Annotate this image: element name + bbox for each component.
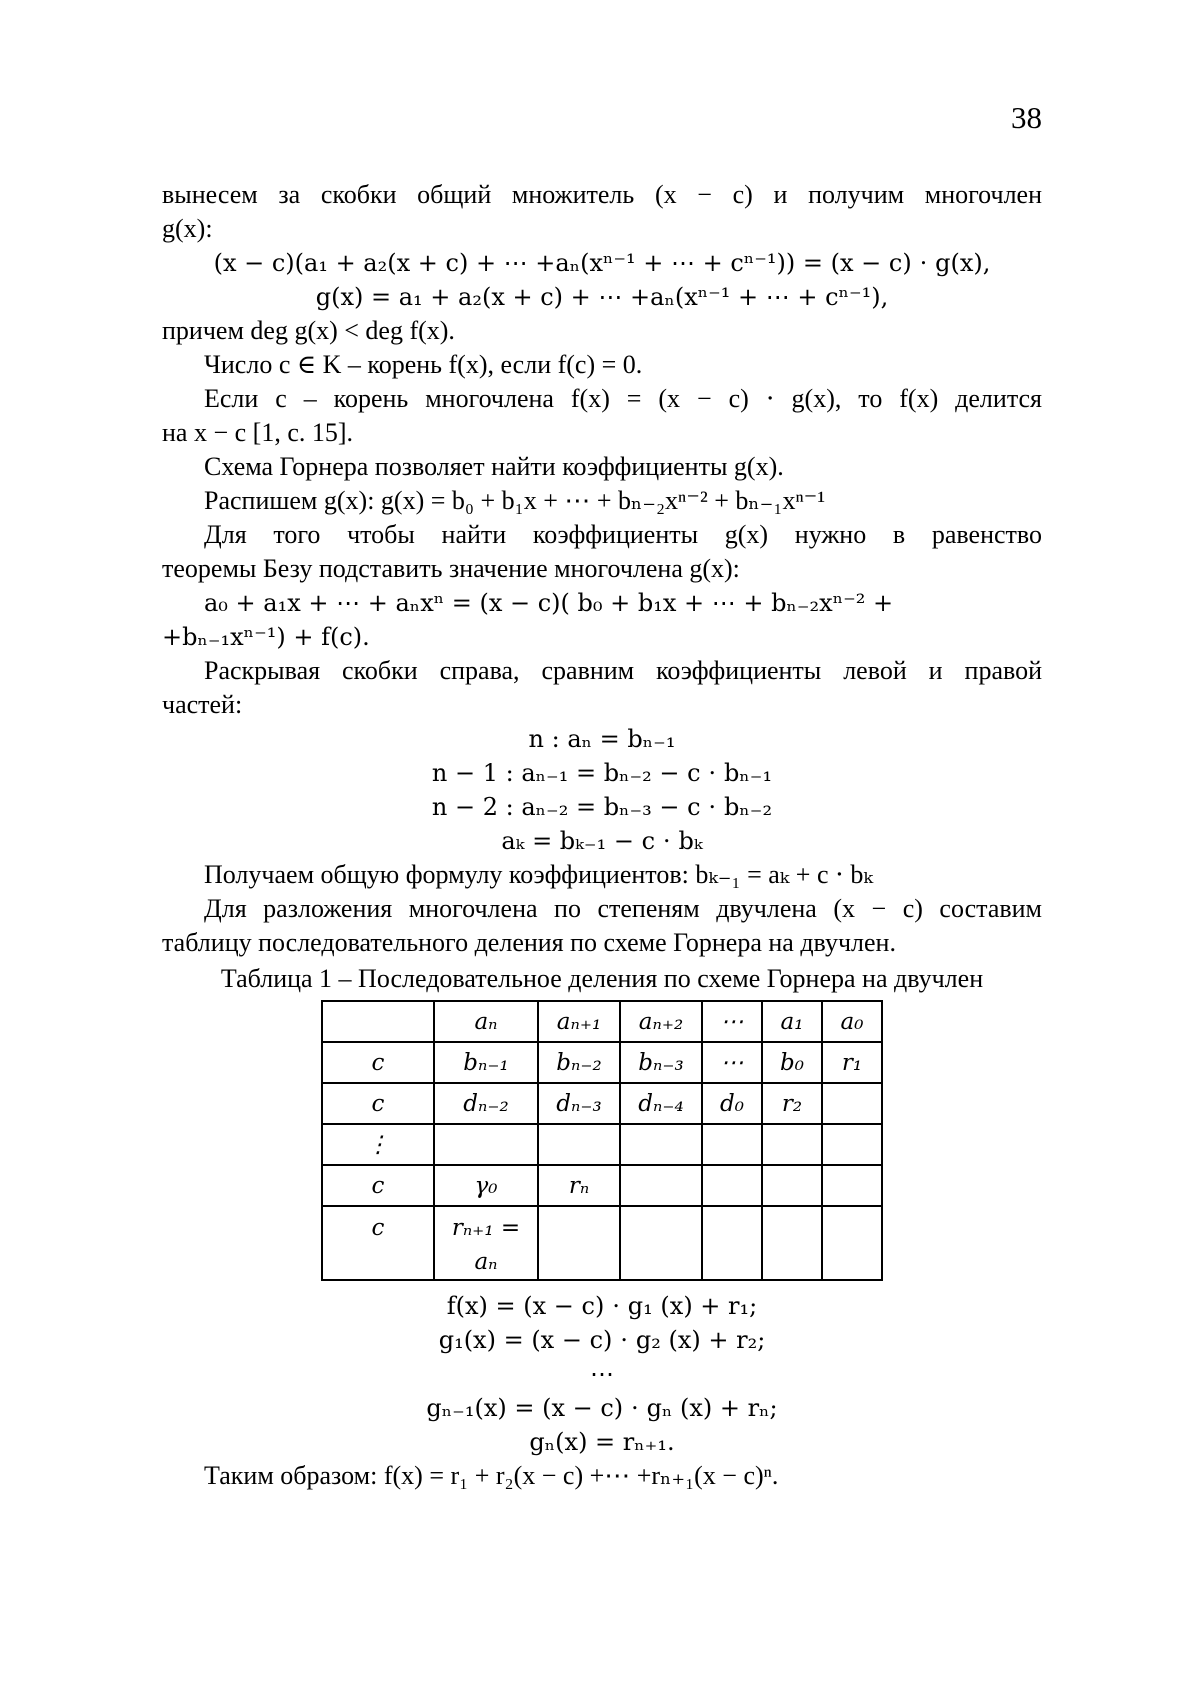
table-cell: c (322, 1165, 434, 1206)
table-cell (822, 1165, 882, 1206)
table-row (322, 1001, 882, 1042)
equation: g₁(x) = (x − c) ⋅ g₂ (x) + r₂; (438, 1326, 766, 1354)
equation: ⋯ (590, 1360, 614, 1388)
table-cell: γ₀ (434, 1165, 538, 1206)
table-cell: ⋯ (702, 1001, 762, 1042)
equation: (x − c)(a₁ + a₂(x + c) + ⋯ +aₙ(xⁿ⁻¹ + ⋯ + cⁿ⁻¹)) = (x − c) ⋅ g(x), (213, 249, 991, 277)
paragraph-line: g(x): (162, 214, 213, 243)
table-cell (620, 1206, 702, 1280)
table-cell: rₙ (538, 1165, 620, 1206)
table-cell (620, 1124, 702, 1165)
table-cell: dₙ₋₂ (434, 1083, 538, 1124)
table-cell: d₀ (702, 1083, 762, 1124)
paragraph-line: Для разложения многочлена по степеням двучлена (x − c) составим (204, 894, 1042, 923)
system-line: n : aₙ = bₙ₋₁ (528, 725, 676, 753)
table-cell: a₁ (762, 1001, 822, 1042)
table-cell (702, 1165, 762, 1206)
table-cell: a₀ (822, 1001, 882, 1042)
page-body (162, 178, 1042, 1493)
equation: +bₙ₋₁xⁿ⁻¹) + f(c). (162, 623, 370, 651)
table-cell (702, 1124, 762, 1165)
paragraph-line: Схема Горнера позволяет найти коэффициенты g(x). (204, 452, 784, 481)
table-cell: c (322, 1083, 434, 1124)
paragraph-line: теоремы Безу подставить значение многочлена g(x): (162, 554, 740, 583)
table-cell (822, 1083, 882, 1124)
paragraph-line: Получаем общую формулу коэффициентов: bₖ₋₁ = aₖ + c ⋅ bₖ (204, 860, 873, 889)
table-cell (762, 1124, 822, 1165)
table-row (322, 1206, 882, 1280)
table-cell: ⋮ (322, 1124, 434, 1165)
table-cell: ⋯ (702, 1042, 762, 1083)
table-row (322, 1083, 882, 1124)
table-cell (762, 1165, 822, 1206)
paragraph-line: Если c – корень многочлена f(x) = (x − c) ⋅ g(x), то f(x) делится (204, 384, 1042, 413)
paragraph-line: Для того чтобы найти коэффициенты g(x) нужно в равенство (204, 520, 1042, 549)
table-row (322, 1124, 882, 1165)
table-cell: r₂ (762, 1083, 822, 1124)
table-cell (822, 1206, 882, 1280)
paragraph-line: вынесем за скобки общий множитель (x − c) и получим многочлен (162, 180, 1042, 209)
table-row (322, 1165, 882, 1206)
page-number: 38 (1011, 100, 1042, 135)
equation: gₙ(x) = rₙ₊₁. (529, 1428, 675, 1456)
table-cell: r₁ (822, 1042, 882, 1083)
table-cell (434, 1124, 538, 1165)
table-cell: bₙ₋₁ (434, 1042, 538, 1083)
table-caption: Таблица 1 – Последовательное деления по схеме Горнера на двучлен (220, 964, 984, 993)
equation: g(x) = a₁ + a₂(x + c) + ⋯ +aₙ(xⁿ⁻¹ + ⋯ + cⁿ⁻¹), (315, 283, 889, 311)
paragraph-line: Раскрывая скобки справа, сравним коэффициенты левой и правой (204, 656, 1042, 685)
table-cell: b₀ (762, 1042, 822, 1083)
coefficient-system (162, 722, 1042, 858)
system-line: aₖ = bₖ₋₁ − c ⋅ bₖ (501, 827, 703, 855)
table-cell: aₙ (434, 1001, 538, 1042)
table-cell: aₙ₊₁ (538, 1001, 620, 1042)
table-cell (538, 1124, 620, 1165)
paragraph-line: причем deg g(x) < deg f(x). (162, 316, 455, 345)
table-cell (702, 1206, 762, 1280)
table-cell (322, 1001, 434, 1042)
table-cell: rₙ₊₁ = aₙ (434, 1206, 538, 1280)
table-cell: c (322, 1042, 434, 1083)
paragraph-line: таблицу последовательного деления по схеме Горнера на двучлен. (162, 928, 896, 957)
equation: a₀ + a₁x + ⋯ + aₙxⁿ = (x − c)( b₀ + b₁x + ⋯ + bₙ₋₂xⁿ⁻² + (204, 589, 894, 617)
paragraph-line: частей: (162, 690, 243, 719)
table-cell: bₙ₋₂ (538, 1042, 620, 1083)
equation: gₙ₋₁(x) = (x − c) ⋅ gₙ (x) + rₙ; (426, 1394, 778, 1422)
paragraph-line: Число c ∈ K – корень f(x), если f(c) = 0. (204, 350, 643, 379)
table-cell: dₙ₋₃ (538, 1083, 620, 1124)
table-cell: c (322, 1206, 434, 1280)
horner-table (321, 1000, 883, 1281)
table-cell: dₙ₋₄ (620, 1083, 702, 1124)
system-line: n − 2 : aₙ₋₂ = bₙ₋₃ − c ⋅ bₙ₋₂ (431, 793, 773, 821)
equation: f(x) = (x − c) ⋅ g₁ (x) + r₁; (446, 1292, 758, 1320)
division-equations (162, 1289, 1042, 1459)
paragraph-line: на x − c [1, с. 15]. (162, 418, 354, 447)
table-cell (762, 1206, 822, 1280)
system-line: n − 1 : aₙ₋₁ = bₙ₋₂ − c ⋅ bₙ₋₁ (431, 759, 773, 787)
table-cell: bₙ₋₃ (620, 1042, 702, 1083)
paragraph-line: Распишем g(x): g(x) = b₀ + b₁x + ⋯ + bₙ₋₂xⁿ⁻² + bₙ₋₁xⁿ⁻¹ (204, 486, 826, 515)
table-cell: aₙ₊₂ (620, 1001, 702, 1042)
paragraph-line: Таким образом: f(x) = r₁ + r₂(x − c) +⋯ +rₙ₊₁(x − c)ⁿ. (204, 1461, 779, 1490)
table-cell (538, 1206, 620, 1280)
table-cell (620, 1165, 702, 1206)
table-row (322, 1042, 882, 1083)
table-cell (822, 1124, 882, 1165)
